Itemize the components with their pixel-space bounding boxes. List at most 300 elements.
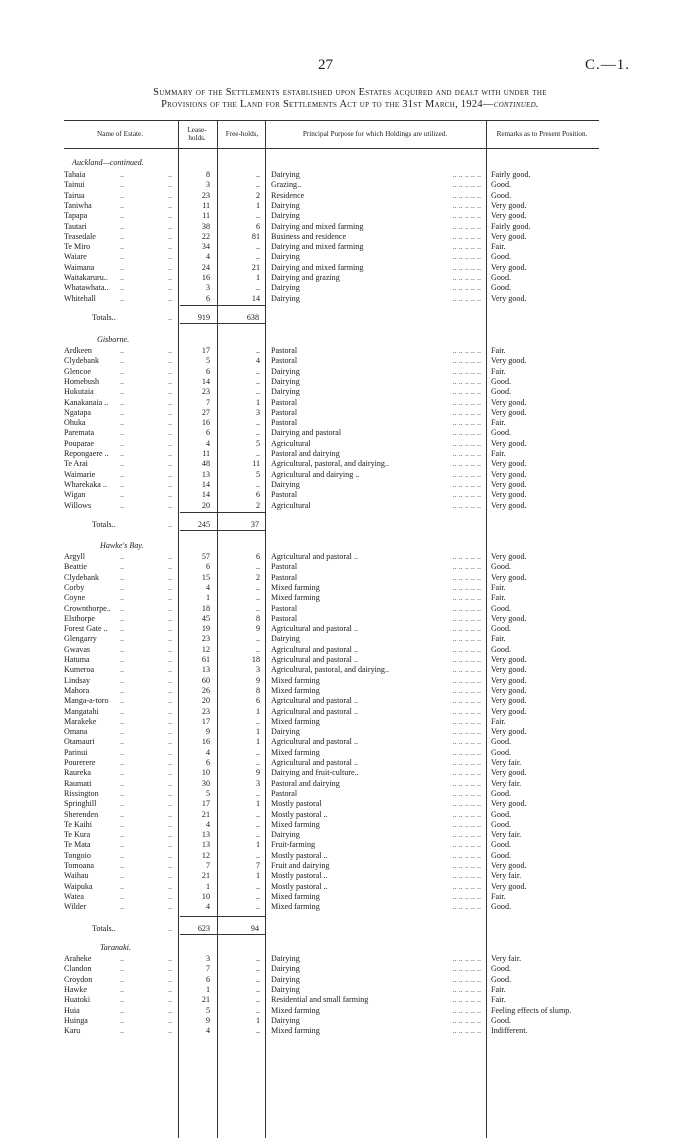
leader-dots: .. .. .. .. .. [452,200,481,210]
leader-dots: .. [120,211,125,221]
estate-name: Clydebank [64,572,100,582]
remarks-text: Good. [491,737,512,747]
remarks-text: Very good. [491,696,527,706]
freeholds-value: .. [255,180,260,190]
leader-dots: .. [168,170,173,179]
estate-name: Crownthorpe.. [64,603,111,613]
leader-dots: .. [120,346,125,355]
table-row [0,799,700,808]
freeholds-value: .. [255,428,260,438]
estate-name: Ardkeen [64,346,92,355]
estate-name: Whitehall [64,293,96,303]
table-row [0,902,700,911]
leaseholds-value: 20 [201,500,210,510]
table-row [0,170,700,179]
header-freeholds: Free-holds, [225,130,259,138]
leader-dots: .. [120,562,125,572]
table-row [0,779,700,788]
leader-dots: .. .. .. .. .. [452,479,481,489]
freeholds-value: .. [255,366,260,376]
purpose-text: Agricultural [271,500,311,510]
leader-dots: .. [120,809,125,819]
freeholds-value: 3 [255,665,260,675]
freeholds-value: 1 [255,397,260,407]
leader-dots: .. [168,449,173,458]
freeholds-value: .. [255,479,260,489]
freeholds-value: 1 [255,871,260,881]
purpose-text: Dairying and mixed farming [271,262,364,272]
table-row [0,964,700,973]
table-row [0,676,700,685]
leader-dots: .. [120,1026,125,1036]
leaseholds-value: 7 [205,964,210,974]
remarks-text: Fair. [491,366,506,376]
purpose-text: Agricultural, pastoral, and dairying.. [271,459,389,469]
purpose-text: Mixed farming [271,582,320,592]
table-row [0,748,700,757]
leader-dots: .. [120,593,125,603]
leaseholds-value: 27 [201,407,210,417]
estate-name: Huia [64,1005,80,1015]
estate-name: Taniwha [64,200,92,210]
freeholds-value: .. [255,747,260,757]
leaseholds-value: 19 [201,624,210,634]
estate-name: Clydebank [64,356,100,366]
remarks-text: Fair. [491,593,506,603]
freeholds-value: .. [255,995,260,1005]
estate-name: Teasedale [64,231,96,241]
leaseholds-value: 30 [201,778,210,788]
freeholds-value: .. [255,283,260,293]
leaseholds-value: 1 [205,881,210,891]
freeholds-value: 6 [255,221,260,231]
header-purpose: Principal Purpose for which Holdings are utilized. [302,130,448,138]
remarks-text: Very good. [491,665,527,675]
estate-name: Glengarry [64,634,97,644]
leader-dots: .. [168,407,173,417]
remarks-text: Very good. [491,262,527,272]
leader-dots: .. [120,737,125,747]
leaseholds-value: 6 [205,758,210,767]
freeholds-value: 4 [255,356,260,366]
leader-dots: .. [168,974,173,984]
leader-dots: .. .. .. .. .. [452,984,481,994]
leader-dots: .. [168,242,173,252]
purpose-text: Pastoral [271,788,298,798]
leader-dots: .. .. .. .. .. [452,449,481,458]
leader-dots: .. [168,634,173,644]
table-row [0,954,700,963]
leader-dots: .. .. .. .. .. [452,778,481,788]
leader-dots: .. .. .. .. .. [452,346,481,355]
freeholds-value: 8 [255,685,260,695]
leader-dots: .. [168,552,173,561]
remarks-text: Good. [491,644,512,654]
table-row [0,377,700,386]
remarks-text: Fair. [491,716,506,726]
leader-dots: .. .. .. .. .. [452,634,481,644]
freeholds-value: 1 [255,737,260,747]
estate-name: Huinga [64,1015,88,1025]
leader-dots: .. .. .. .. .. [452,459,481,469]
leader-dots: .. [120,500,125,510]
leader-dots: .. [120,603,125,613]
remarks-text: Good. [491,974,512,984]
title-line-1: Summary of the Settlements established upon Estates acquired and dealt with under the [153,87,547,98]
freeholds-value: .. [255,418,260,428]
totals-label: Totals.. [92,520,116,529]
table-row [0,686,700,695]
leader-dots: .. .. .. .. .. [452,624,481,634]
leaseholds-value: 11 [202,211,210,221]
remarks-text: Fair. [491,242,506,252]
remarks-text: Very good. [491,685,527,695]
freeholds-value: .. [255,634,260,644]
leader-dots: .. [168,500,173,510]
leader-dots: .. [168,283,173,293]
leader-dots: .. [168,366,173,376]
leader-dots: .. .. .. .. .. [452,830,481,840]
leader-dots: .. [168,788,173,798]
leader-dots: .. .. .. .. .. [452,490,481,500]
purpose-text: Pastoral and dairying [271,449,340,458]
freeholds-value: 1 [255,727,260,737]
purpose-text: Agricultural and pastoral .. [271,552,358,561]
purpose-text: Mostly pastoral .. [271,881,328,891]
leader-dots: .. [120,190,125,200]
estate-name: Huatoki [64,995,91,1005]
freeholds-value: .. [255,593,260,603]
remarks-text: Fairly good. [491,170,531,179]
remarks-text: Good. [491,387,512,397]
leader-dots: .. [120,459,125,469]
freeholds-value: .. [255,449,260,458]
table-row [0,840,700,849]
leader-dots: .. [120,366,125,376]
leader-dots: .. .. .. .. .. [452,995,481,1005]
table-row [0,552,700,561]
remarks-text: Fair. [491,891,506,901]
estate-name: Repongaere .. [64,449,109,458]
table-row [0,562,700,571]
freeholds-value: 2 [255,500,260,510]
freeholds-value: .. [255,252,260,262]
purpose-text: Agricultural and pastoral .. [271,758,358,767]
estate-name: Watea [64,891,85,901]
leader-dots: .. .. .. .. .. [452,376,481,386]
purpose-text: Dairying and grazing [271,273,340,282]
leader-dots: .. [168,954,173,963]
estate-name: Raumati [64,778,92,788]
table-row [0,696,700,705]
leaseholds-value: 13 [201,830,210,840]
leaseholds-value: 3 [205,180,210,190]
freeholds-value: 8 [255,613,260,623]
region-heading: Gisborne. [97,335,130,344]
leader-dots: .. [168,819,173,829]
leader-dots: .. [168,655,173,664]
leader-dots: .. .. .. .. .. [452,964,481,974]
totals-label: Totals.. [92,313,116,322]
leader-dots: .. [120,479,125,489]
leader-dots: .. .. .. .. .. [452,902,481,912]
purpose-text: Agricultural and pastoral .. [271,737,358,747]
table-row [0,624,700,633]
leaseholds-value: 57 [201,552,210,561]
table-row [0,892,700,901]
purpose-text: Dairying [271,634,300,644]
leader-dots: .. [168,231,173,241]
table-row [0,242,700,251]
leader-dots: .. .. .. .. .. [452,696,481,706]
estate-name: Kanakanaia .. [64,397,109,407]
leader-dots: .. [120,490,125,500]
remarks-text: Good. [491,180,512,190]
purpose-text: Residence [271,190,305,200]
leader-dots: .. .. .. .. .. [452,562,481,572]
freeholds-value: .. [255,758,260,767]
leader-dots: .. [120,747,125,757]
remarks-text: Fair. [491,346,506,355]
freeholds-value: .. [255,809,260,819]
estate-name: Willows [64,500,92,510]
remarks-text: Good. [491,902,512,912]
estate-name: Omana [64,727,88,737]
leader-dots: .. .. .. .. .. [452,170,481,179]
purpose-text: Dairying [271,830,300,840]
remarks-text: Very good. [491,469,527,479]
leader-dots: .. [120,830,125,840]
purpose-text: Dairying [271,984,300,994]
remarks-text: Indifferent. [491,1026,528,1036]
estate-name: Sherenden [64,809,99,819]
purpose-text: Mixed farming [271,716,320,726]
remarks-text: Good. [491,190,512,200]
leader-dots: .. .. .. .. .. [452,407,481,417]
leader-dots: .. [120,675,125,685]
freeholds-value: 7 [255,861,260,870]
estate-name: Beattie [64,562,87,572]
leader-dots: .. .. .. .. .. [452,840,481,850]
leaseholds-value: 17 [201,716,210,726]
leader-dots: .. [168,696,173,706]
leader-dots: .. [168,871,173,881]
remarks-text: Fair. [491,582,506,592]
remarks-text: Good. [491,964,512,974]
leader-dots: .. [168,830,173,840]
leaseholds-value: 16 [201,418,210,428]
purpose-text: Dairying [271,252,300,262]
leaseholds-value: 3 [205,283,210,293]
leaseholds-value: 9 [205,727,210,737]
leader-dots: .. [120,727,125,737]
leaseholds-value: 5 [205,788,210,798]
leader-dots: .. [120,871,125,881]
leader-dots: .. .. .. .. .. [452,356,481,366]
table-row [0,871,700,880]
remarks-text: Good. [491,283,512,293]
freeholds-value: .. [255,376,260,386]
leader-dots: .. [120,293,125,303]
leader-dots: .. [120,861,125,870]
title-line-2: Provisions of the Land for Settlements Act up to the 31st March, 1924—continued. [161,98,539,110]
leader-dots: .. .. .. .. .. [452,397,481,407]
leader-dots: .. [168,438,173,448]
table-row [0,356,700,365]
leader-dots: .. .. .. .. .. [452,438,481,448]
purpose-text: Mixed farming [271,902,320,912]
leader-dots: .. .. .. .. .. [452,727,481,737]
leaseholds-value: 13 [201,840,210,850]
leaseholds-value: 18 [201,603,210,613]
remarks-text: Very good. [491,459,527,469]
header-remarks: Remarks as to Present Position. [496,130,588,138]
estate-name: Araheke [64,954,92,963]
page-number: 27 [318,57,333,73]
remarks-text: Good. [491,252,512,262]
leaseholds-value: 17 [201,346,210,355]
leader-dots: .. [168,644,173,654]
leader-dots: .. [120,685,125,695]
leaseholds-value: 5 [205,1005,210,1015]
leader-dots: .. [168,799,173,809]
table-row [0,789,700,798]
estate-name: Hukutaia [64,387,94,397]
leader-dots: .. .. .. .. .. [452,242,481,252]
leader-dots: .. [168,747,173,757]
purpose-text: Mixed farming [271,675,320,685]
remarks-text: Very good. [491,706,527,716]
leaseholds-value: 10 [201,768,210,778]
freeholds-value: 2 [255,572,260,582]
remarks-text: Very fair. [491,778,522,788]
leaseholds-value: 23 [201,634,210,644]
estate-name: Paremata [64,428,95,438]
leader-dots: .. .. .. .. .. [452,768,481,778]
purpose-text: Mostly pastoral .. [271,809,328,819]
table-row [0,645,700,654]
table-row [0,346,700,355]
leaseholds-value: 45 [201,613,210,623]
leader-dots: .. [120,418,125,428]
remarks-text: Very good. [491,655,527,664]
freeholds-value: .. [255,974,260,984]
leader-dots: .. [120,221,125,231]
leader-dots: .. .. .. .. .. [452,685,481,695]
totals-rule [180,530,265,531]
remarks-text: Very good. [491,490,527,500]
purpose-text: Fruit-farming [271,840,316,850]
purpose-text: Pastoral [271,603,298,613]
freeholds-value: .. [255,211,260,221]
leaseholds-value: 4 [205,819,210,829]
leader-dots: .. [168,685,173,695]
purpose-text: Agricultural and pastoral .. [271,706,358,716]
estate-name: Wilder [64,902,87,912]
remarks-text: Very good. [491,438,527,448]
table-row [0,593,700,602]
table-row [0,737,700,746]
leader-dots: .. [168,964,173,974]
remarks-text: Fair. [491,984,506,994]
estate-name: Kumeroa [64,665,95,675]
leader-dots: .. [120,356,125,366]
purpose-text: Dairying and mixed farming [271,242,364,252]
freeholds-value: .. [255,850,260,860]
region-heading: Auckland—continued. [72,158,144,167]
estate-name: Waiare [64,252,87,262]
table-row [0,501,700,510]
purpose-text: Dairying [271,211,300,221]
freeholds-value: .. [255,1005,260,1015]
leader-dots: .. [168,252,173,262]
freeholds-value: 1 [255,706,260,716]
freeholds-value: .. [255,1026,260,1036]
purpose-text: Agricultural and pastoral .. [271,696,358,706]
remarks-text: Very good. [491,211,527,221]
table-row [0,490,700,499]
purpose-text: Dairying [271,293,300,303]
table-row [0,191,700,200]
remarks-text: Good. [491,376,512,386]
remarks-text: Feeling effects of slump. [491,1005,572,1015]
table-row [0,283,700,292]
estate-name: Coyne [64,593,86,603]
table-row [0,583,700,592]
leaseholds-value: 17 [201,799,210,809]
leader-dots: .. [168,428,173,438]
table-row [0,985,700,994]
leader-dots: .. .. .. .. .. [452,891,481,901]
totals-leaseholds: 919 [197,313,210,322]
leader-dots: .. [168,861,173,870]
leader-dots: .. [168,613,173,623]
freeholds-value: 2 [255,190,260,200]
leader-dots: .. .. .. .. .. [452,737,481,747]
leader-dots: .. [120,252,125,262]
estate-name: Ohuka [64,418,86,428]
leader-dots: .. [168,758,173,767]
leaseholds-value: 6 [205,974,210,984]
purpose-text: Mostly pastoral .. [271,871,328,881]
purpose-text: Agricultural and pastoral .. [271,624,358,634]
leader-dots: .. [120,768,125,778]
leader-dots: .. [120,716,125,726]
table-row [0,180,700,189]
estate-name: Elsthorpe [64,613,96,623]
leader-dots: .. [168,180,173,190]
table-row [0,1016,700,1025]
estate-name: Hatuma [64,655,90,664]
leader-dots: .. [120,799,125,809]
remarks-text: Good. [491,850,512,860]
leaseholds-value: 11 [202,449,210,458]
leader-dots: .. [120,1005,125,1015]
remarks-text: Good. [491,788,512,798]
purpose-text: Dairying [271,283,300,293]
estate-name: Te Arai [64,459,88,469]
leader-dots: .. .. .. .. .. [452,665,481,675]
table-row [0,604,700,613]
leader-dots: .. .. .. .. .. [452,469,481,479]
purpose-text: Pastoral [271,397,298,407]
table-row [0,810,700,819]
purpose-text: Pastoral [271,356,298,366]
remarks-text: Good. [491,428,512,438]
leaseholds-value: 6 [205,366,210,376]
totals-leaseholds: 245 [197,520,210,529]
table-row [0,727,700,736]
